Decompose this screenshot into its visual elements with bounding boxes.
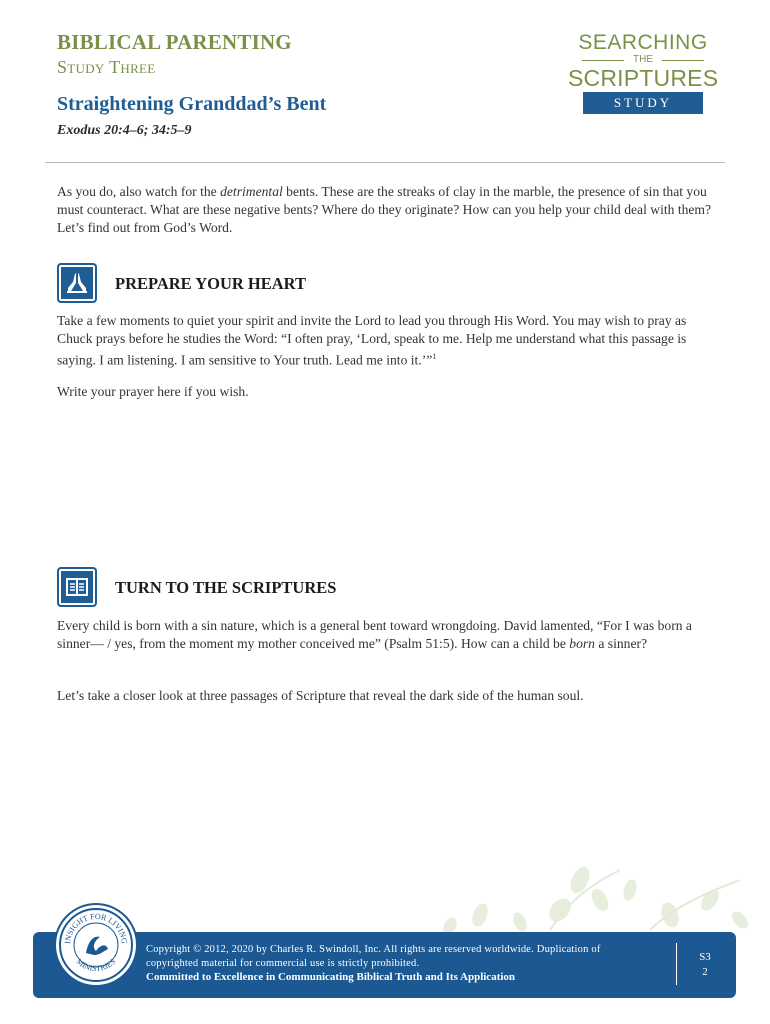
intro-paragraph (57, 183, 717, 237)
logo-the: THE (633, 54, 653, 65)
open-book-icon (57, 567, 97, 607)
footer-divider (676, 943, 677, 985)
footnote-marker: 1 (432, 352, 437, 361)
prepare-paragraph (57, 312, 717, 370)
scriptures-body-end: a sinner? (594, 636, 648, 651)
series-title: BIBLICAL PARENTING (57, 30, 292, 54)
logo-searching: SEARCHING (578, 31, 708, 54)
page-number (686, 950, 724, 980)
logo-the-row (568, 54, 718, 66)
copyright-notice: Copyright © 2012, 2020 by Charles R. Swindoll, Inc. All rights are reserved worldwide. Duplication of copyrighted material for commercial use is strictly prohibited. (146, 944, 601, 969)
intro-text-end: bents. These are the streaks of clay in the marble, the presence of sin that you must counteract. What are these negative bents? Where do they originate? How can you help your child deal with them? Let’s find out from God’s Word. (57, 184, 712, 235)
header-divider (45, 162, 725, 163)
prayer-prompt: Write your prayer here if you wish. (57, 384, 249, 399)
intro-text-start: As you do, also watch for the (57, 184, 221, 199)
scriptures-paragraph (57, 617, 717, 653)
praying-hands-icon (57, 263, 97, 303)
insight-for-living-seal (56, 905, 136, 985)
svg-text:MINISTRIES: MINISTRIES (74, 956, 118, 974)
study-label: Study Three (57, 57, 156, 77)
page-index: 2 (702, 966, 708, 978)
prepare-body: Take a few moments to quiet your spirit and invite the Lord to lead you through His Word. You may wish to pray as Chuck prays before he studies the Word: “I often pray, ‘Lord, speak to me. Help me understand what this passage is saying. I am listening. I am sensitive to Your truth. Lead me into it.’” (57, 313, 687, 368)
searching-the-scriptures-logo (568, 32, 718, 114)
scripture-reference: Exodus 20:4–6; 34:5–9 (57, 123, 192, 138)
logo-scriptures: SCRIPTURES (568, 65, 719, 91)
lesson-title: Straightening Granddad’s Bent (57, 93, 327, 115)
scriptures-heading: TURN TO THE SCRIPTURES (115, 578, 337, 597)
logo-study-badge: STUDY (583, 92, 703, 114)
svg-text:INSIGHT FOR LIVING: INSIGHT FOR LIVING (63, 911, 130, 945)
scriptures-emphasis: born (569, 636, 595, 651)
page-code: S3 (699, 951, 711, 963)
scriptures-body-start: Every child is born with a sin nature, which is a general bent toward wrongdoing. David lamented, “For I was born a sinner— / yes, from the moment my mother conceived me” (Psalm 51:5). How can a child be (57, 618, 692, 651)
footer-tagline: Committed to Excellence in Communicating Biblical Truth and Its Application (146, 971, 516, 983)
prepare-heading: PREPARE YOUR HEART (115, 274, 307, 293)
scriptures-closing: Let’s take a closer look at three passages of Scripture that reveal the dark side of the human soul. (57, 688, 584, 703)
intro-emphasis: detrimental (220, 184, 283, 199)
